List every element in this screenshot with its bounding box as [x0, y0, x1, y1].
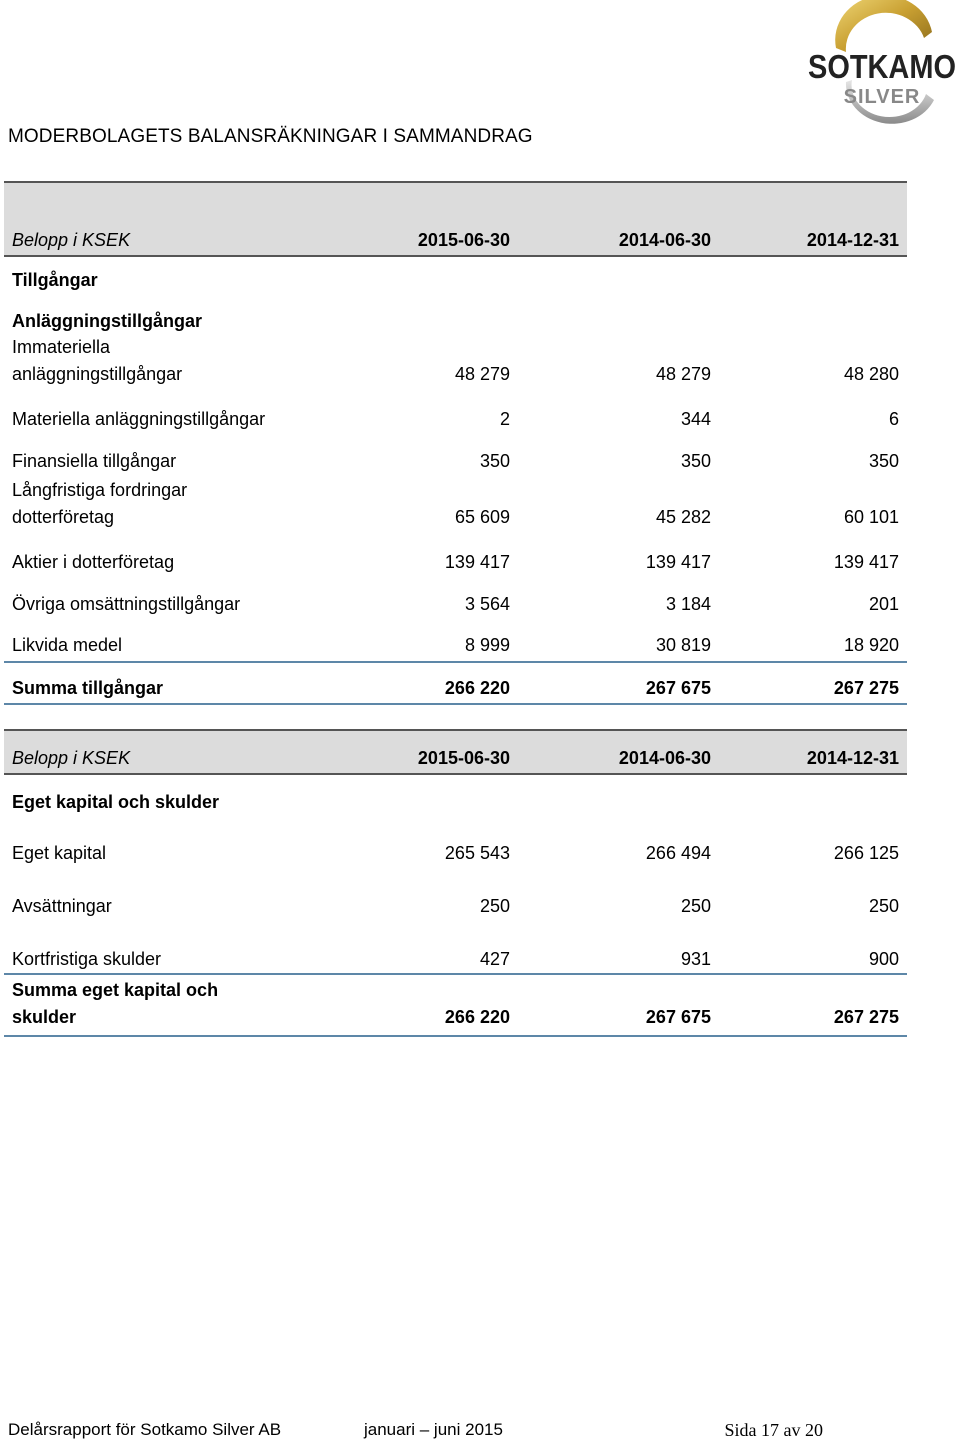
- cell-value: 3 564: [464, 594, 510, 614]
- cell-value: 266 125: [833, 843, 899, 863]
- cell-value: 266 494: [645, 843, 711, 863]
- total-value: 267 675: [518, 662, 719, 704]
- cell-value: 427: [322, 921, 518, 974]
- cell-value: 250: [868, 896, 899, 916]
- footer-period: januari – juni 2015: [364, 1420, 503, 1439]
- footer-report-name: Delårsrapport för Sotkamo Silver AB: [8, 1420, 282, 1439]
- unit-label: Belopp i KSEK: [4, 182, 322, 256]
- total-value: 266 220: [322, 662, 518, 704]
- column-header-2015-06-30: 2015-06-30: [322, 182, 518, 256]
- cell-value: 250: [479, 896, 510, 916]
- section-heading: Tillgångar: [12, 270, 98, 290]
- total-value: 266 220: [322, 974, 518, 1036]
- table-row: [4, 921, 907, 974]
- cell-value: 60 101: [843, 507, 899, 527]
- column-header-2014-12-31: 2014-12-31: [719, 182, 907, 256]
- assets-table: [4, 181, 907, 705]
- cell-value: 265 543: [444, 843, 510, 863]
- cell-value: 350: [680, 451, 711, 471]
- column-header-2014-06-30: 2014-06-30: [518, 730, 719, 774]
- total-row: [4, 974, 907, 1036]
- cell-value: 250: [680, 896, 711, 916]
- total-value: 267 675: [518, 974, 719, 1036]
- total-label: Summa eget kapital och skulder: [4, 974, 322, 1036]
- table-row: [4, 435, 907, 477]
- footer-page-number: Sida 17 av 20: [724, 1420, 823, 1440]
- cell-value: 3 184: [665, 594, 711, 614]
- cell-value: 6: [888, 409, 899, 429]
- total-value: 267 275: [719, 974, 907, 1036]
- cell-value: 65 609: [454, 507, 510, 527]
- cell-value: 201: [868, 594, 899, 614]
- total-label: Summa tillgångar: [4, 662, 322, 704]
- cell-value: 18 920: [719, 620, 907, 662]
- section-heading-row: [4, 774, 907, 815]
- row-label: Immateriella anläggningstillgångar: [12, 337, 183, 384]
- table-row: [4, 578, 907, 620]
- section-heading: Eget kapital och skulder: [12, 792, 220, 812]
- table-row: [4, 868, 907, 921]
- cell-value: 931: [518, 921, 719, 974]
- cell-value: 350: [479, 451, 510, 471]
- total-value: 267 275: [719, 662, 907, 704]
- table-row: [4, 477, 907, 536]
- cell-value: 48 279: [454, 364, 510, 384]
- cell-value: 30 819: [518, 620, 719, 662]
- total-row: [4, 662, 907, 704]
- liabilities-table: [4, 729, 907, 1037]
- cell-value: 48 279: [655, 364, 711, 384]
- column-header-2014-12-31: 2014-12-31: [719, 730, 907, 774]
- page-title: MODERBOLAGETS BALANSRÄKNINGAR I SAMMANDRAG: [8, 126, 533, 147]
- cell-value: 48 280: [843, 364, 899, 384]
- table-header-row: [4, 182, 907, 256]
- table-row: [4, 334, 907, 393]
- row-label: Övriga omsättningstillgångar: [12, 594, 241, 614]
- subsection-heading: Anläggningstillgångar: [12, 311, 203, 331]
- column-header-2015-06-30: 2015-06-30: [322, 730, 518, 774]
- cell-value: 8 999: [322, 620, 518, 662]
- cell-value: 344: [680, 409, 711, 429]
- cell-value: 900: [719, 921, 907, 974]
- cell-value: 139 417: [444, 552, 510, 572]
- cell-value: 139 417: [833, 552, 899, 572]
- table-row: [4, 815, 907, 868]
- row-label: Likvida medel: [4, 620, 322, 662]
- section-heading-row: [4, 256, 907, 294]
- row-label: Materiella anläggningstillgångar: [12, 409, 266, 429]
- svg-text:SOTKAMO: SOTKAMO: [808, 48, 956, 85]
- row-label: Finansiella tillgångar: [12, 451, 177, 471]
- page-footer: [8, 1420, 823, 1444]
- cell-value: 2: [499, 409, 510, 429]
- row-label: Aktier i dotterföretag: [12, 552, 175, 572]
- cell-value: 45 282: [655, 507, 711, 527]
- row-label: Avsättningar: [12, 896, 112, 916]
- subsection-heading-row: [4, 294, 907, 334]
- sotkamo-silver-logo: [806, 4, 958, 124]
- table-header-row: [4, 730, 907, 774]
- row-label: Kortfristiga skulder: [4, 921, 322, 974]
- cell-value: 350: [868, 451, 899, 471]
- unit-label: Belopp i KSEK: [4, 730, 322, 774]
- table-row: [4, 620, 907, 662]
- row-label: Eget kapital: [12, 843, 107, 863]
- column-header-2014-06-30: 2014-06-30: [518, 182, 719, 256]
- table-row: [4, 536, 907, 578]
- table-row: [4, 393, 907, 435]
- cell-value: 139 417: [645, 552, 711, 572]
- row-label: Långfristiga fordringar dotterföretag: [12, 480, 188, 527]
- svg-text:SILVER: SILVER: [843, 86, 921, 108]
